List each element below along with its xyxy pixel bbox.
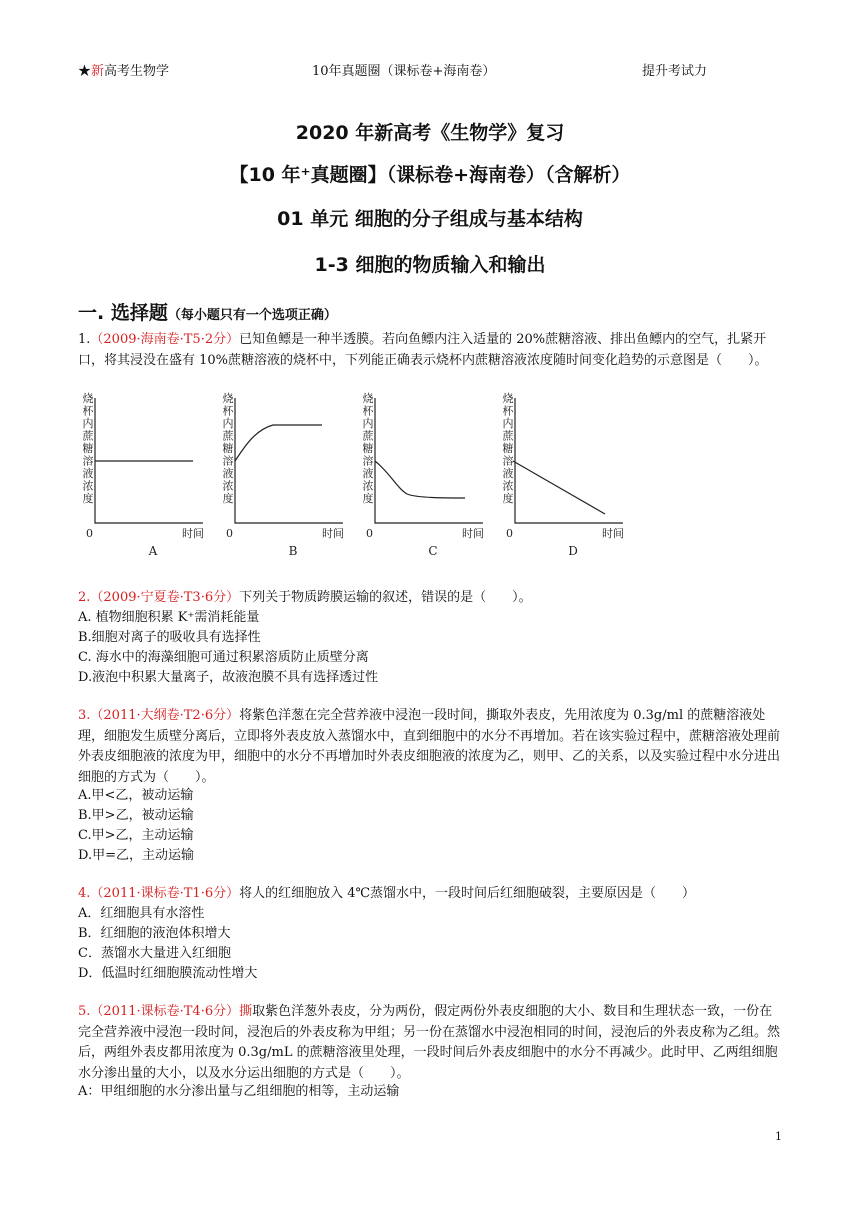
panel-c-ylabel-char: 度	[362, 492, 374, 505]
panel-b-axes	[235, 398, 343, 523]
title-1: 2020 年新高考《生物学》复习	[295, 122, 565, 144]
panel-d-origin: 0	[506, 527, 513, 540]
panel-d-ylabel-char: 烧	[502, 392, 514, 405]
panel-b-ylabel-char: 度	[222, 492, 234, 505]
panel-c-label: C	[428, 544, 438, 558]
q2-option-c: C. 海水中的海藻细胞可通过积累溶质防止质壁分离	[78, 650, 369, 665]
panel-b-ylabel-char: 烧	[222, 392, 234, 405]
panel-b-ylabel-char: 蔗	[222, 429, 234, 443]
panel-d-axes	[515, 398, 623, 523]
q3-option-a: A.甲<乙，被动运输	[78, 788, 194, 803]
panel-b-label: B	[288, 544, 298, 558]
panel-a-xlabel: 时间	[182, 527, 204, 540]
panel-b-ylabel-char: 糖	[222, 442, 234, 455]
panel-d-ylabel-char: 度	[502, 492, 514, 505]
panel-b-ylabel-char: 液	[222, 467, 234, 480]
q1-source: （2009·海南卷·T5·2分）	[90, 332, 240, 347]
panel-d-ylabel-char: 溶	[502, 454, 514, 468]
question-4	[78, 884, 783, 905]
panel-d-xlabel: 时间	[602, 527, 624, 540]
section-main: 一. 选择题	[78, 302, 168, 324]
q4-text: 将人的红细胞放入 4℃蒸馏水中，一段时间后红细胞破裂，主要原因是（ ）	[239, 886, 696, 901]
panel-d-curve	[513, 461, 605, 514]
panel-b-xlabel: 时间	[322, 527, 344, 540]
q4-option-b: B．红细胞的液泡体积增大	[78, 926, 231, 941]
header-left	[78, 60, 169, 79]
panel-c-ylabel-char: 溶	[362, 454, 374, 468]
q3-source: 3.（2011·大纲卷·T2·6分）	[78, 708, 240, 723]
question-2	[78, 588, 783, 609]
q2-source: 2.（2009·宁夏卷·T3·6分）	[78, 590, 240, 605]
panel-a-ylabel-char: 蔗	[82, 429, 94, 443]
panel-a-origin: 0	[86, 527, 93, 540]
q5-option-a: A：甲组细胞的水分渗出量与乙组细胞的相等，主动运输	[78, 1084, 400, 1099]
panel-a-ylabel-char: 内	[82, 417, 94, 430]
title-2: 【10 年⁺真题圈】（课标卷+海南卷）（含解析）	[229, 164, 631, 186]
panel-d-ylabel-char: 液	[502, 467, 514, 480]
q3-option-b: B.甲>乙，被动运输	[78, 808, 194, 823]
q4-option-c: C．蒸馏水大量进入红细胞	[78, 946, 231, 961]
q4-option-a: A．红细胞具有水溶性	[78, 906, 205, 921]
panel-c-origin: 0	[366, 527, 373, 540]
panel-d-ylabel-char: 杯	[502, 404, 514, 418]
q2-text: 下列关于物质跨膜运输的叙述，错误的是（ ）。	[239, 590, 532, 605]
q2-option-b: B.细胞对离子的吸收具有选择性	[78, 630, 261, 645]
q2-option-d: D.液泡中积累大量离子，故液泡膜不具有选择透过性	[78, 670, 379, 685]
panel-a-ylabel-char: 液	[82, 467, 94, 480]
page-number: 1	[775, 1130, 782, 1143]
question-1	[78, 330, 783, 371]
panel-d-ylabel-char: 内	[502, 417, 514, 430]
header-right: 提升考试力	[642, 64, 708, 79]
question-3	[78, 706, 783, 788]
section-note: （每小题只有一个选项正确）	[167, 308, 337, 323]
panel-c-ylabel-char: 杯	[362, 404, 374, 418]
q1-number: 1.	[78, 332, 91, 347]
panel-c-ylabel-char: 糖	[362, 442, 374, 455]
panel-c-ylabel-char: 浓	[362, 479, 374, 493]
q4-option-d: D．低温时红细胞膜流动性增大	[78, 966, 258, 981]
panel-a-label: A	[148, 544, 158, 558]
star-icon: ★	[78, 64, 92, 79]
panel-b-ylabel-char: 内	[222, 417, 234, 430]
panel-a-ylabel-char: 度	[82, 492, 94, 505]
q5-text: 取紫色洋葱外表皮，分为两份，假定两份外表皮细胞的大小、数目和生理状态一致，一份在完全营养液中浸泡一段时间，浸泡后的外表皮称为甲组；另一份在蒸馏水中浸泡相同的时间，浸泡后的外表皮称为乙组。然后，两组外表皮都用浓度为 0.3g/mL 的蔗糖溶液里处理，一段时间后外表皮细胞中的水分不再减少。此时甲、乙两组细胞水分渗出量的大小，以及水分运出细胞的方式是（ ）。	[78, 1004, 781, 1081]
panel-b-ylabel-char: 溶	[222, 454, 234, 468]
panel-b-ylabel-char: 浓	[222, 479, 234, 493]
panel-c-ylabel-char: 蔗	[362, 429, 374, 443]
panel-c-ylabel-char: 内	[362, 417, 374, 430]
panel-c-ylabel-char: 液	[362, 467, 374, 480]
panel-c-axes	[375, 398, 483, 523]
panel-a-ylabel-char: 烧	[82, 392, 94, 405]
q1-figure	[75, 388, 635, 566]
header-center: 10年真题圈（课标卷+海南卷）	[312, 64, 496, 79]
section-heading	[78, 298, 337, 325]
q3-option-c: C.甲>乙，主动运输	[78, 828, 194, 843]
panel-d-ylabel-char: 糖	[502, 442, 514, 455]
q3-text: 将紫色洋葱在完全营养液中浸泡一段时间，撕取外表皮，先用浓度为 0.3g/ml 的蔗糖溶液处理，细胞发生质壁分离后，立即将外表皮放入蒸馏水中，直到细胞中的水分不再增加。若在该实验过程中，蔗糖溶液处理前外表皮细胞液的浓度为甲，细胞中的水分不再增加时外表皮细胞液的浓度为乙，则甲、乙的关系，以及实验过程中水分进出细胞的方式为（ ）。	[78, 708, 781, 785]
header-left-rest: 高考生物学	[104, 64, 170, 79]
panel-b-ylabel-char: 杯	[222, 404, 234, 418]
header-left-red: 新	[91, 64, 105, 79]
q5-source: 5.（2011·课标卷·T4·6分）	[78, 1004, 240, 1019]
panel-c-xlabel: 时间	[462, 527, 484, 540]
q1-text: 已知鱼鳔是一种半透膜。若向鱼鳔内注入适量的 20%蔗糖溶液、排出鱼鳔内的空气，扎紧开口，将其浸没在盛有 10%蔗糖溶液的烧杯中，下列能正确表示烧杯内蔗糖溶液浓度随时间变化趋势的示意图是（ ）。	[78, 332, 768, 368]
panel-d-label: D	[568, 544, 578, 558]
q3-option-d: D.甲=乙，主动运输	[78, 848, 194, 863]
panel-a-ylabel-char: 糖	[82, 442, 94, 455]
panel-c-ylabel-char: 烧	[362, 392, 374, 405]
title-4: 1-3 细胞的物质输入和输出	[314, 254, 546, 276]
q5-first-char: 撕	[239, 1004, 253, 1019]
panel-d-ylabel-char: 蔗	[502, 429, 514, 443]
panel-a-ylabel-char: 溶	[82, 454, 94, 468]
panel-b-curve	[235, 425, 322, 461]
q2-option-a: A. 植物细胞积累 K⁺需消耗能量	[78, 610, 260, 625]
panel-d-ylabel-char: 浓	[502, 479, 514, 493]
q4-source: 4.（2011·课标卷·T1·6分）	[78, 886, 240, 901]
panel-c-curve	[375, 461, 465, 498]
question-5	[78, 1002, 783, 1084]
panel-a-ylabel-char: 浓	[82, 479, 94, 493]
panel-b-origin: 0	[226, 527, 233, 540]
panel-a-ylabel-char: 杯	[82, 404, 94, 418]
title-3: 01 单元 细胞的分子组成与基本结构	[277, 208, 583, 230]
